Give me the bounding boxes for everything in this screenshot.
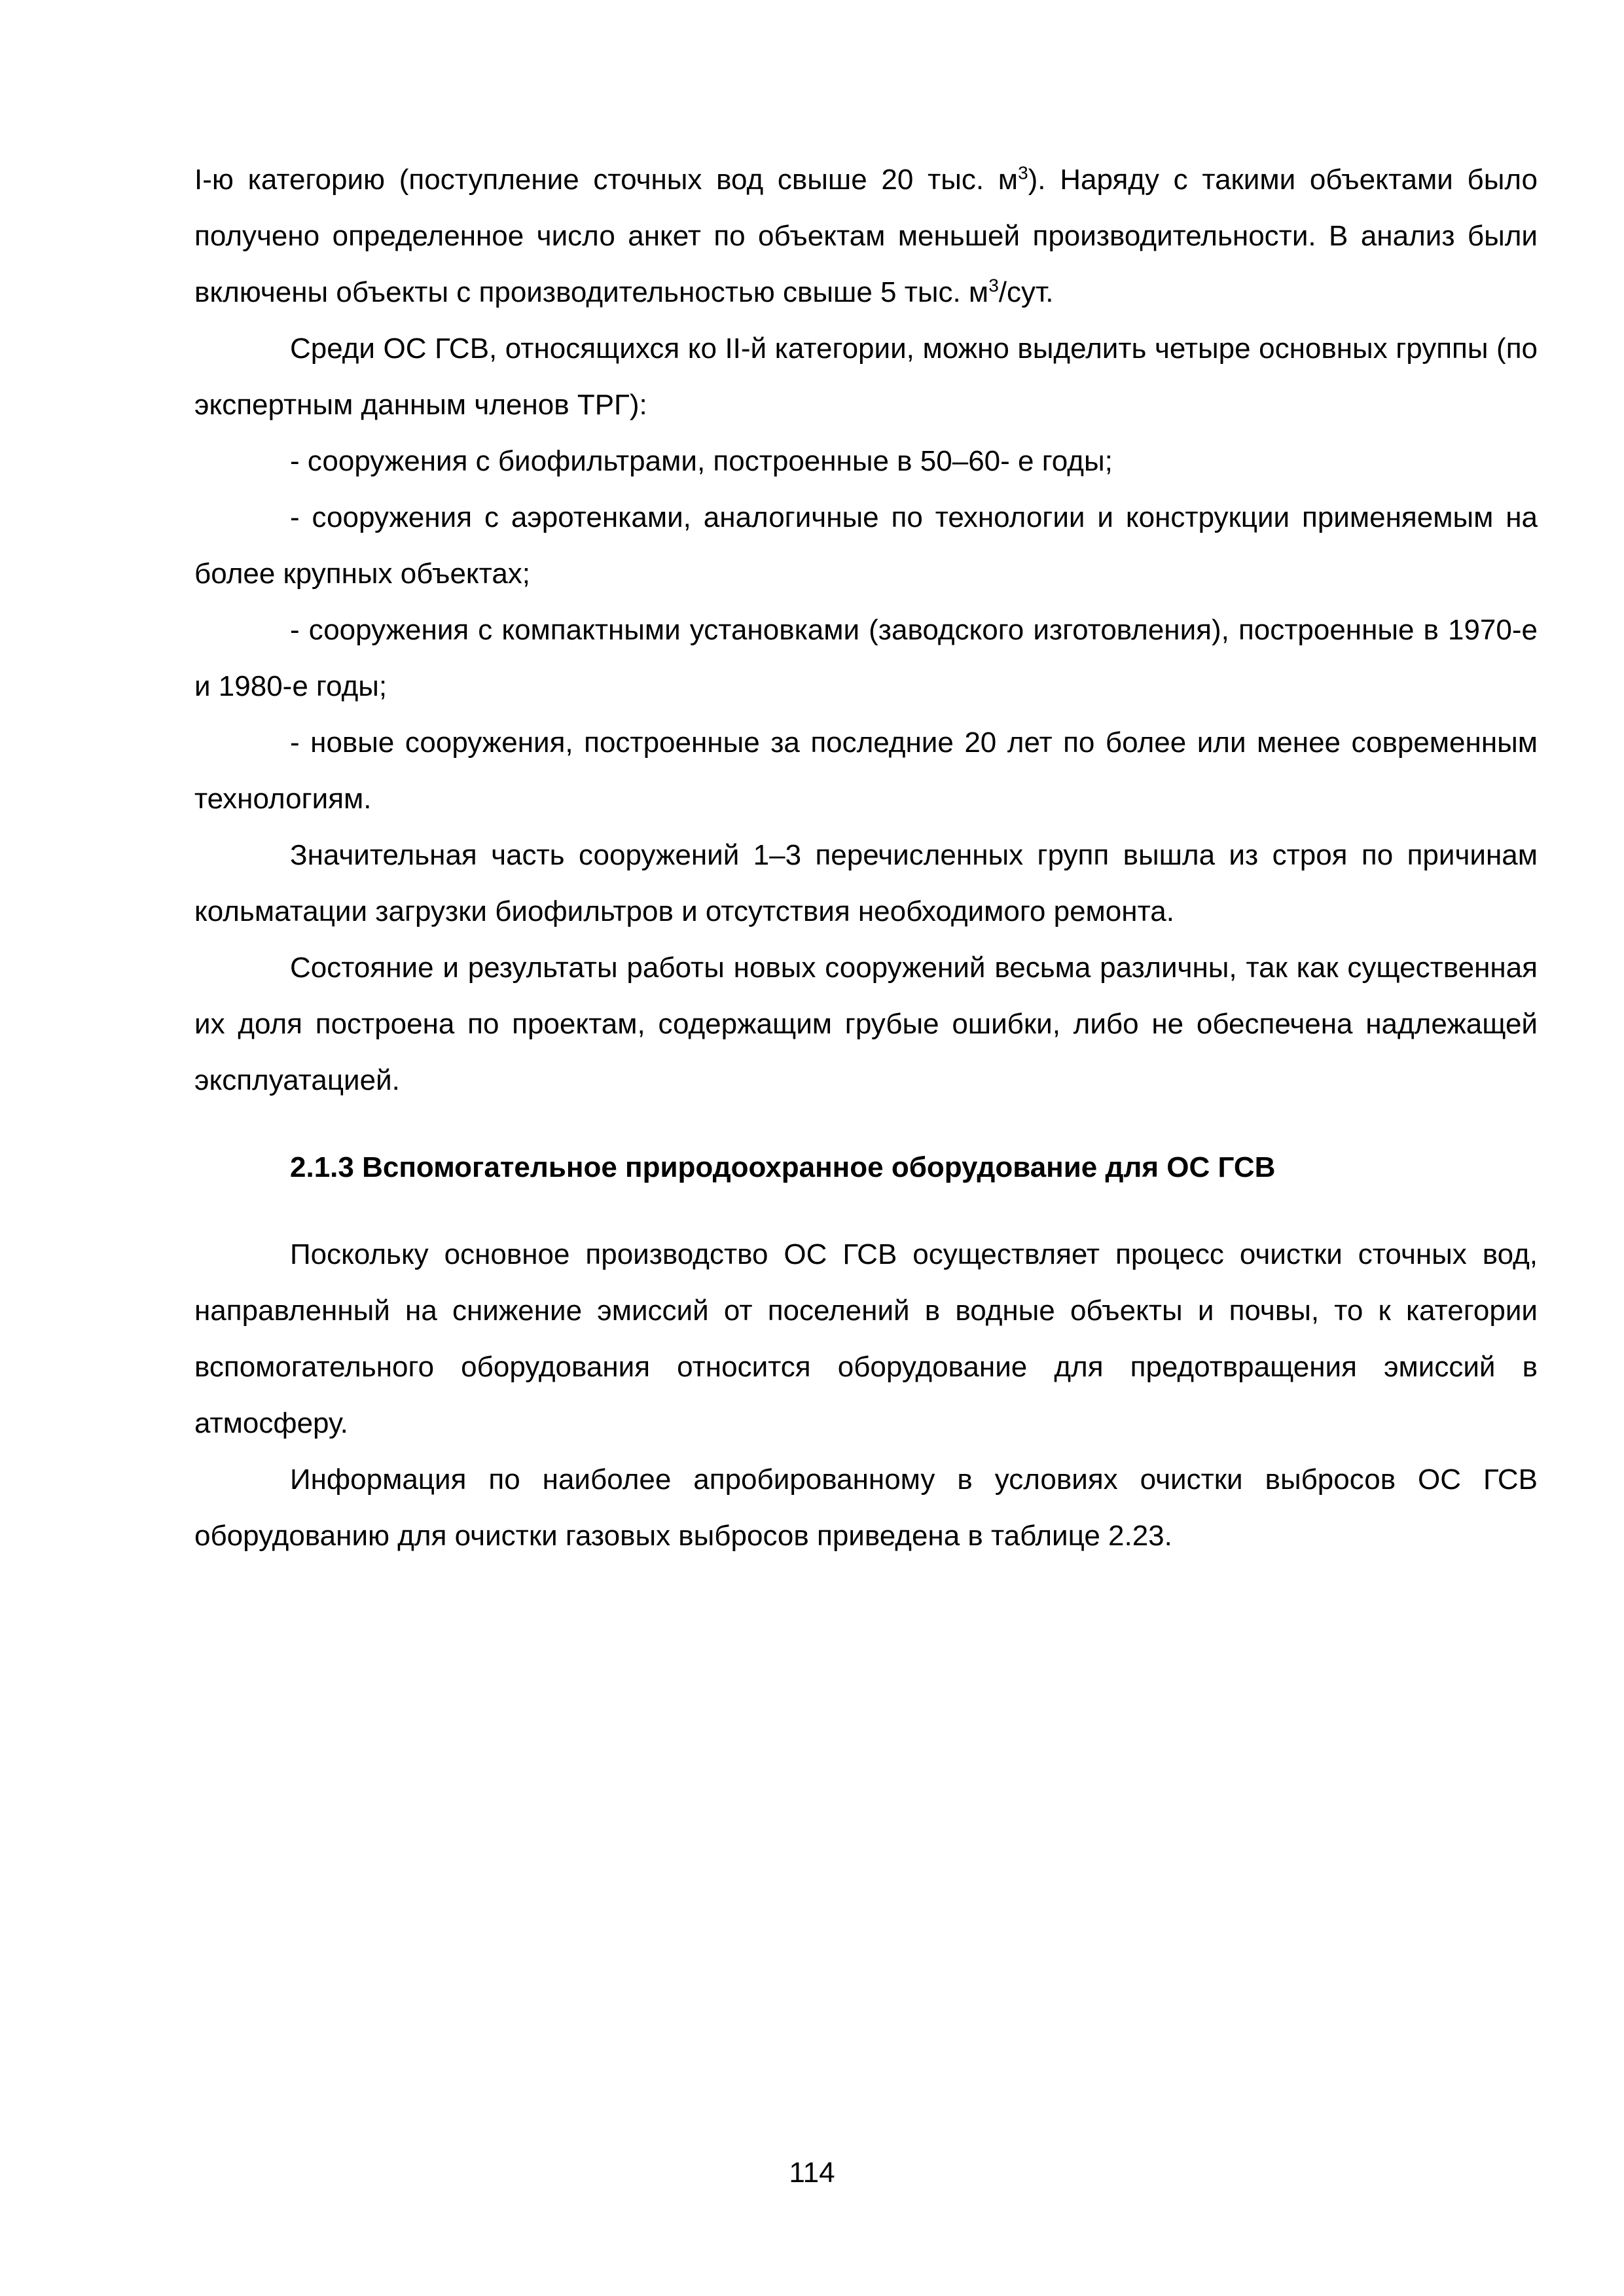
- superscript: 3: [1018, 162, 1028, 183]
- list-item-compact-units: - сооружения с компактными установками (заводского изготовления), построенные в 1970-е и 1980-е годы;: [194, 614, 1538, 702]
- list-item-biofilters: - сооружения с биофильтрами, построенные в 50–60- е годы;: [290, 445, 1113, 477]
- list-item-new-facilities: - новые сооружения, построенные за последние 20 лет по более или менее современным технологиям.: [194, 726, 1538, 815]
- superscript: 3: [988, 275, 999, 296]
- document-page: [194, 152, 1538, 1564]
- paragraph-groups-intro: Среди ОС ГСВ, относящихся ко II-й категории, можно выделить четыре основных группы (по экспертным данным членов ТРГ):: [194, 332, 1538, 421]
- paragraph-table-reference: Информация по наиболее апробированному в условиях очистки выбросов ОС ГСВ оборудованию для очистки газовых выбросов приведена в таблице 2.23.: [194, 1463, 1538, 1552]
- paragraph-new-facilities-state: Состояние и результаты работы новых сооружений весьма различны, так как существенная их доля построена по проектам, содержащим грубые ошибки, либо не обеспечена надлежащей эксплуатацией.: [194, 952, 1538, 1096]
- page-number: 114: [789, 2157, 835, 2189]
- section-heading: 2.1.3 Вспомогательное природоохранное оборудование для ОС ГСВ: [290, 1151, 1276, 1183]
- list-item-aerotanks: - сооружения с аэротенками, аналогичные по технологии и конструкции применяемым на более крупных объектах;: [194, 501, 1538, 590]
- paragraph-text: ). Наряду с такими объектами было получено определенное число анкет по объектам меньшей производительности. В анализ были включены объекты с производительностью свыше 5 тыс. м: [194, 164, 1538, 308]
- paragraph-auxiliary-equipment: Поскольку основное производство ОС ГСВ осуществляет процесс очистки сточных вод, направленный на снижение эмиссий от поселений в водные объекты и почвы, то к категории вспомогательного оборудования относится оборудование для предотвращения эмиссий в атмосферу.: [194, 1238, 1538, 1439]
- paragraph-failure-reasons: Значительная часть сооружений 1–3 перечисленных групп вышла из строя по причинам кольматации загрузки биофильтров и отсутствия необходимого ремонта.: [194, 839, 1538, 927]
- paragraph-capacity-intro: [194, 152, 1538, 321]
- paragraph-text: /сут.: [998, 276, 1054, 308]
- paragraph-text: I-ю категорию (поступление сточных вод свыше 20 тыс. м: [194, 164, 1019, 196]
